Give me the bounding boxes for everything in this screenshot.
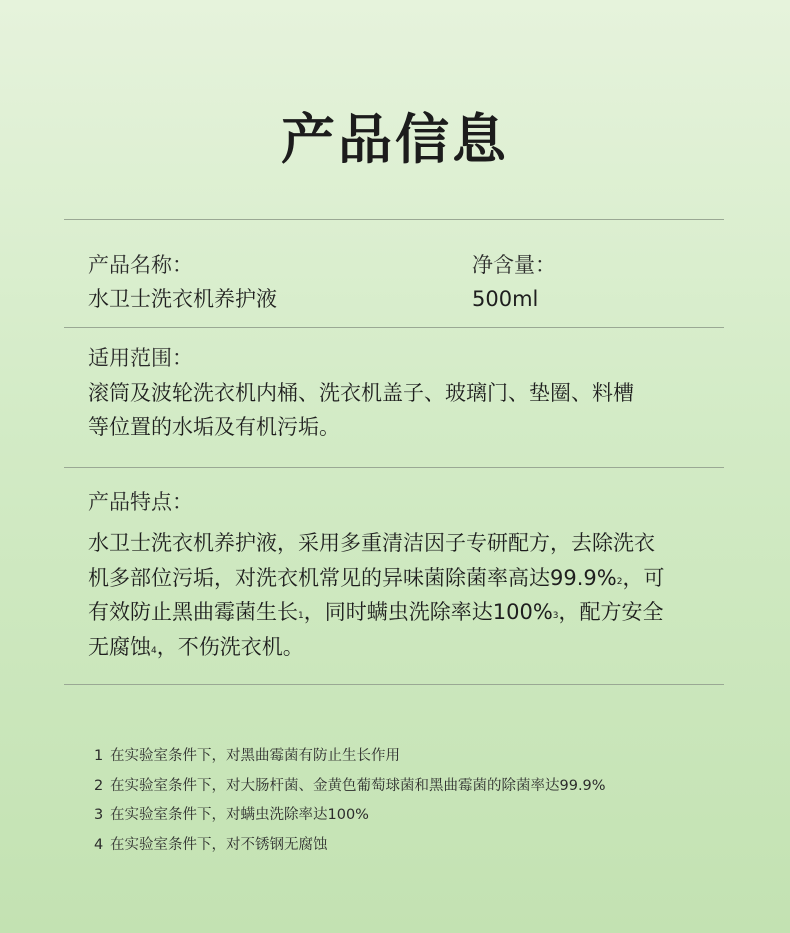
scope-text [88,376,704,444]
footnote-ref: 1 [298,611,304,621]
footnote-number: 3 [94,807,104,823]
features-line [88,630,704,665]
product-name-label: 产品名称： [88,253,193,277]
footnote-text: 在实验室条件下，对螨虫洗除率达100% [110,807,369,823]
footnote-number: 4 [94,836,104,853]
footnote-ref: 2 [616,576,623,587]
divider [64,327,724,328]
features-text [88,526,704,664]
footnote-item [94,801,734,831]
footnote-text: 在实验室条件下，对不锈钢无腐蚀 [110,836,328,853]
features-line: 水卫士洗衣机养护液，采用多重清洁因子专研配方，去除洗衣 [88,531,655,555]
footnote-number: 2 [94,777,104,794]
product-name-value: 水卫士洗衣机养护液 [88,287,277,311]
features-line [88,561,704,596]
net-volume-value: 500ml [472,287,539,311]
footnote-ref: 4 [151,645,157,656]
scope-line: 等位置的水垢及有机污垢。 [88,415,340,439]
footnote-text: 在实验室条件下，对黑曲霉菌有防止生长作用 [110,748,400,764]
features-label: 产品特点： [88,490,193,514]
divider [64,684,724,685]
features-text-segment: 有效防止黑曲霉菌生长 [88,600,298,624]
footnote-item [94,831,734,861]
features-text-segment: ，不伤洗衣机。 [156,634,304,659]
scope-line: 滚筒及波轮洗衣机内桶、洗衣机盖子、玻璃门、垫圈、料槽 [88,381,634,405]
divider [64,467,724,468]
net-volume-label: 净含量： [472,253,556,277]
features-text-segment: 无腐蚀 [88,634,151,659]
footnotes [94,742,734,860]
features-text-segment: 机多部位污垢，对洗衣机常见的异味菌除菌率高达99.9% [88,565,617,590]
footnote-item [94,742,734,772]
footnote-item [94,772,734,802]
divider [64,219,724,220]
features-text-segment: ，同时螨虫洗除率达100% [303,600,553,624]
features-text-segment: ，配方安全 [558,600,664,624]
features-line [88,595,704,630]
footnote-text: 在实验室条件下，对大肠杆菌、金黄色葡萄球菌和黑曲霉菌的除菌率达99.9% [110,777,606,794]
features-text-segment: ，可 [622,565,665,590]
footnote-number: 1 [94,748,104,764]
scope-label: 适用范围： [88,346,193,370]
footnote-ref: 3 [552,611,559,621]
page-title: 产品信息 [281,108,509,171]
